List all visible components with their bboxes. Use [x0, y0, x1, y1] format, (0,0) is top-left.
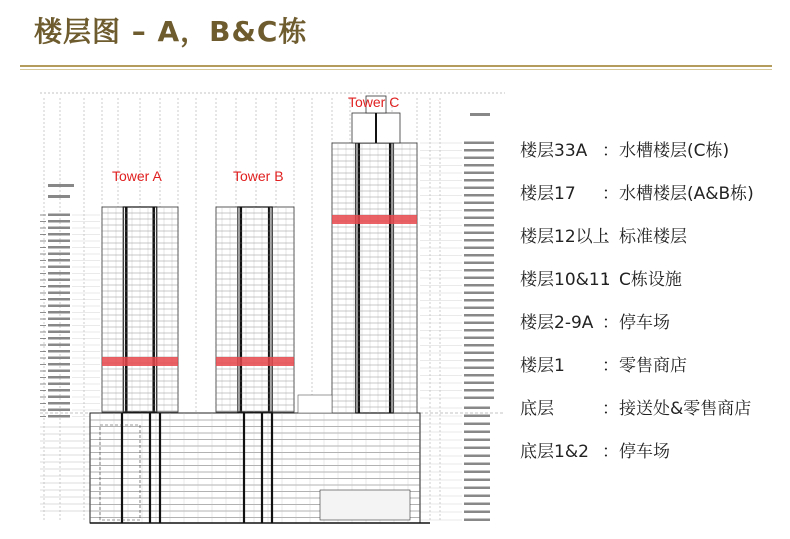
level-text-mark — [48, 311, 70, 314]
level-text-mark — [464, 314, 494, 317]
level-text-mark — [48, 344, 70, 347]
level-text-mark — [464, 149, 494, 152]
level-text-mark — [48, 402, 70, 405]
level-text-mark — [464, 423, 490, 426]
level-text-mark — [48, 363, 70, 366]
level-text-mark — [464, 307, 494, 310]
level-text-mark — [48, 214, 70, 217]
level-text-mark — [464, 431, 490, 434]
tower-b-water-tank-floor-highlight — [216, 357, 294, 366]
level-text-mark — [48, 331, 70, 334]
level-text-mark — [470, 113, 490, 116]
level-text-mark — [464, 329, 494, 332]
legend-description: ：接送处&零售商店 — [602, 399, 752, 419]
level-text-mark — [48, 396, 70, 399]
level-text-mark — [48, 240, 70, 243]
level-text-mark — [48, 266, 70, 269]
level-text-mark — [464, 511, 490, 514]
level-text-mark — [48, 233, 70, 236]
level-text-mark — [464, 202, 494, 205]
page-title: 楼层图 – A，B&C栋 — [34, 15, 308, 48]
level-text-mark — [464, 374, 494, 377]
legend-floor: 楼层12以上 — [520, 227, 610, 247]
right-level-markers — [420, 113, 494, 521]
tower-c-water-tank-floor-highlight — [332, 215, 417, 224]
level-text-mark — [464, 479, 490, 482]
level-text-mark — [464, 247, 494, 250]
tower-a-label: Tower A — [112, 168, 162, 184]
legend-description: ：C栋设施 — [602, 270, 682, 290]
level-text-mark — [48, 376, 70, 379]
legend-floor: 楼层33A — [520, 141, 588, 161]
level-text-mark — [48, 285, 70, 288]
level-text-mark — [464, 455, 490, 458]
level-text-mark — [464, 471, 490, 474]
level-text-mark — [464, 487, 490, 490]
level-text-mark — [48, 279, 70, 282]
level-text-mark — [48, 184, 74, 187]
legend-description: ：零售商店 — [602, 356, 687, 376]
level-text-mark — [464, 397, 494, 400]
level-text-mark — [464, 359, 494, 362]
level-text-mark — [48, 227, 70, 230]
level-text-mark — [48, 415, 70, 418]
level-text-mark — [48, 220, 70, 223]
level-text-mark — [464, 503, 490, 506]
tower-c-label: Tower C — [348, 94, 400, 110]
level-text-mark — [464, 337, 494, 340]
level-text-mark — [464, 254, 494, 257]
level-text-mark — [48, 389, 70, 392]
level-text-mark — [464, 217, 494, 220]
level-text-mark — [464, 164, 494, 167]
legend-floor: 底层 — [520, 399, 554, 419]
level-text-mark — [48, 324, 70, 327]
level-text-mark — [464, 172, 494, 175]
tower-c-annex — [298, 395, 332, 413]
podium-block — [90, 413, 430, 523]
level-text-mark — [48, 318, 70, 321]
level-text-mark — [464, 407, 490, 410]
level-text-mark — [48, 357, 70, 360]
tower-a-water-tank-floor-highlight — [102, 357, 178, 366]
level-text-mark — [464, 519, 490, 522]
tower-a-building — [102, 207, 178, 412]
level-text-mark — [464, 352, 494, 355]
level-text-mark — [464, 322, 494, 325]
level-text-mark — [464, 415, 490, 418]
level-text-mark — [464, 209, 494, 212]
level-text-mark — [464, 224, 494, 227]
level-text-mark — [48, 253, 70, 256]
level-text-mark — [464, 232, 494, 235]
level-text-mark — [464, 447, 490, 450]
level-text-mark — [48, 370, 70, 373]
tower-c-building — [298, 96, 417, 413]
level-text-mark — [48, 246, 70, 249]
level-text-mark — [464, 299, 494, 302]
level-text-mark — [464, 194, 494, 197]
level-text-mark — [464, 277, 494, 280]
level-text-mark — [464, 344, 494, 347]
level-text-mark — [48, 259, 70, 262]
legend-description: ：水槽楼层(C栋) — [602, 141, 730, 161]
level-text-mark — [464, 292, 494, 295]
tower-b-outline — [216, 207, 294, 412]
level-text-mark — [48, 350, 70, 353]
legend-description: ：水槽楼层(A&B栋) — [602, 184, 754, 204]
level-text-mark — [48, 337, 70, 340]
level-text-mark — [48, 292, 70, 295]
level-text-mark — [464, 179, 494, 182]
level-text-mark — [48, 409, 70, 412]
level-text-mark — [464, 382, 494, 385]
level-text-mark — [48, 195, 70, 198]
level-text-mark — [48, 383, 70, 386]
level-text-mark — [464, 262, 494, 265]
level-text-mark — [464, 239, 494, 242]
level-text-mark — [464, 389, 494, 392]
level-text-mark — [48, 272, 70, 275]
level-text-mark — [464, 269, 494, 272]
level-text-mark — [464, 495, 490, 498]
level-text-mark — [464, 142, 494, 145]
tower-b-label: Tower B — [233, 168, 284, 184]
level-text-mark — [464, 463, 490, 466]
legend-floor: 楼层10&11 — [520, 270, 611, 290]
level-text-mark — [48, 305, 70, 308]
level-text-mark — [464, 187, 494, 190]
legend-description: ：停车场 — [602, 313, 670, 333]
tower-b-building — [216, 207, 294, 412]
level-text-mark — [464, 284, 494, 287]
legend-description: ：标准楼层 — [602, 227, 687, 247]
level-text-mark — [48, 298, 70, 301]
legend-description: ：停车场 — [602, 442, 670, 462]
legend-floor: 底层1&2 — [520, 442, 589, 462]
podium-retail — [320, 490, 410, 520]
level-text-mark — [464, 367, 494, 370]
level-text-mark — [464, 439, 490, 442]
tower-c-outline — [332, 143, 417, 413]
level-text-mark — [464, 157, 494, 160]
legend-floor: 楼层2-9A — [520, 313, 594, 333]
legend-floor: 楼层1 — [520, 356, 565, 376]
legend-floor: 楼层17 — [520, 184, 576, 204]
